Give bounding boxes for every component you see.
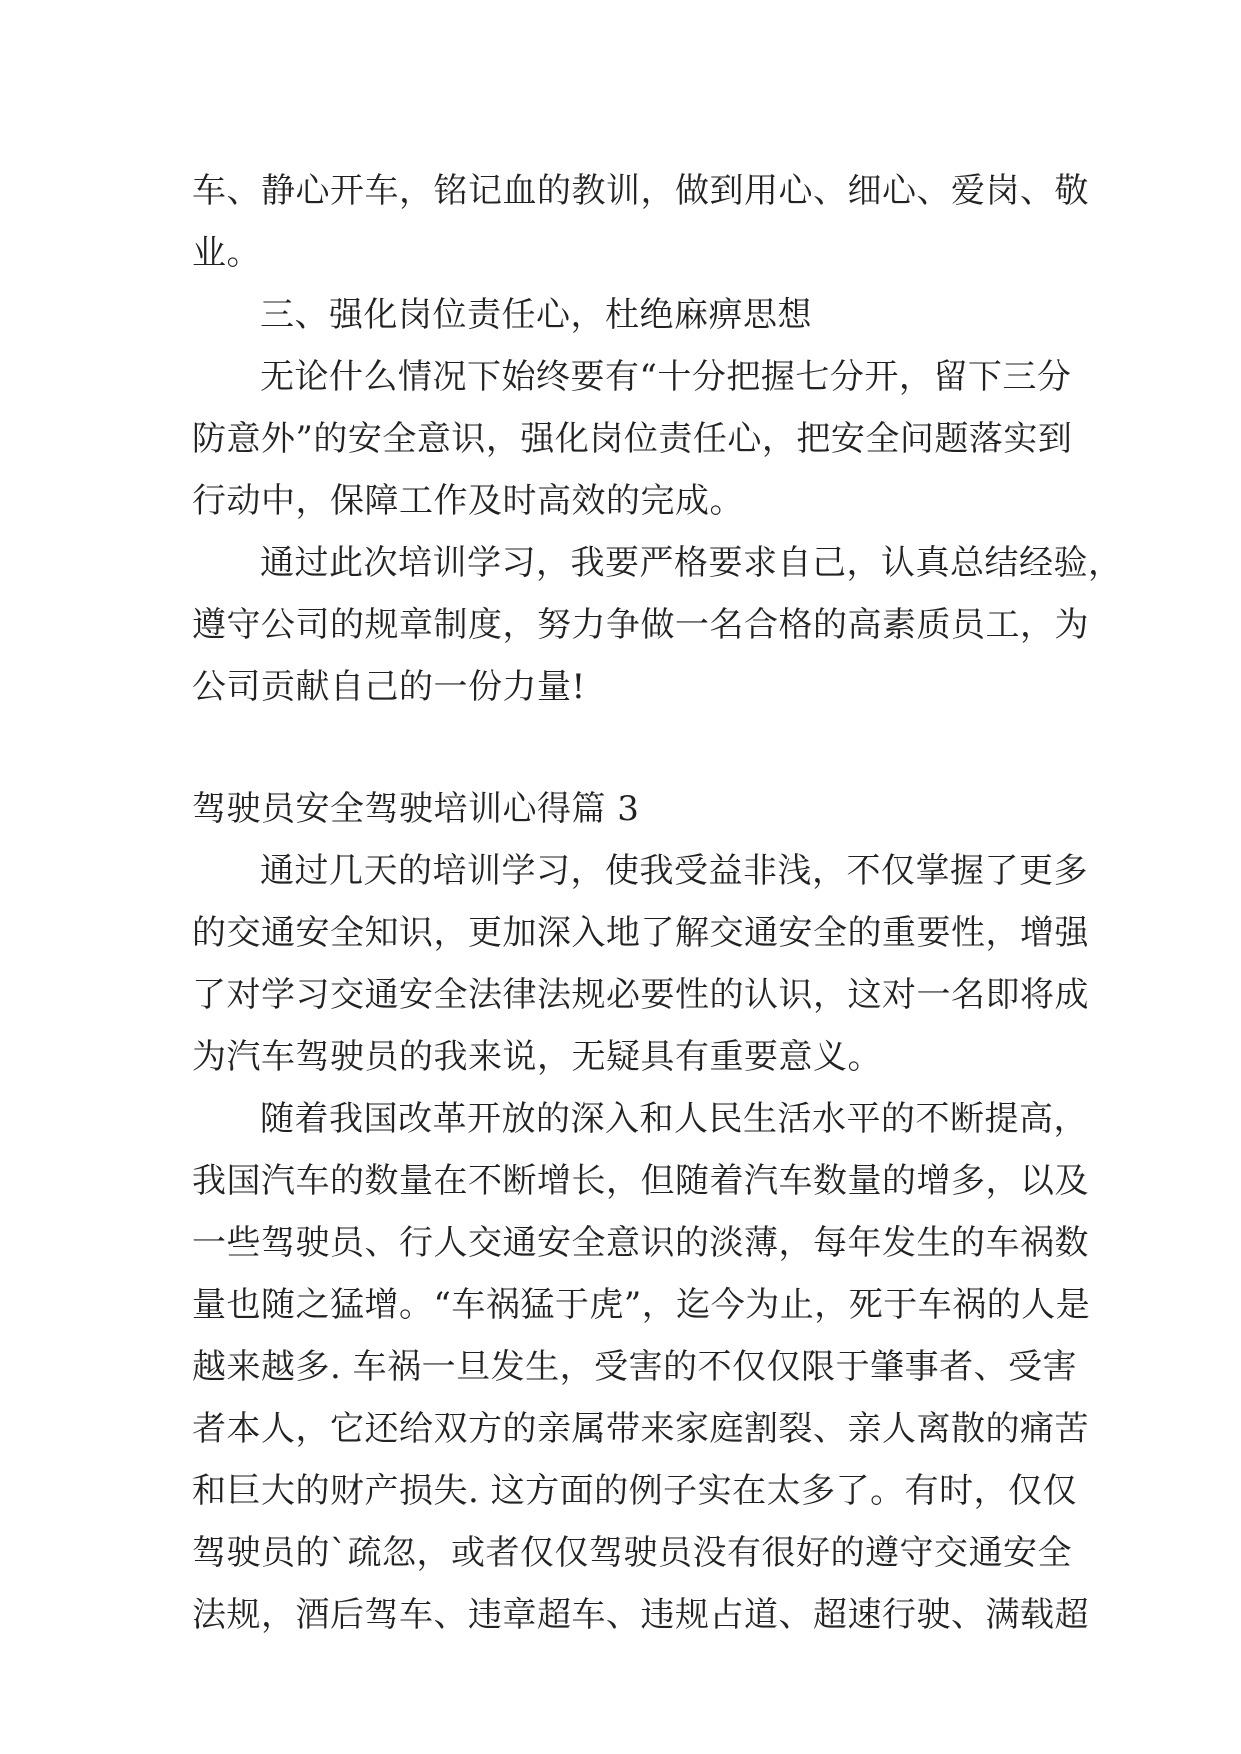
text-line: 量也随之猛增。“车祸猛于虎”，迄今为止，死于车祸的人是 bbox=[192, 1285, 1091, 1325]
document-body bbox=[192, 160, 1123, 1646]
text-line: 遵守公司的规章制度，努力争做一名合格的高素质员工，为 bbox=[192, 605, 1089, 645]
text-line: 通过此次培训学习，我要严格要求自己，认真总结经验， bbox=[260, 543, 1123, 583]
text-line: 和巨大的财产损失. 这方面的例子实在太多了。有时，仅仅 bbox=[192, 1471, 1078, 1511]
text-line: 无论什么情况下始终要有“十分把握七分开，留下三分 bbox=[260, 357, 1072, 397]
text-line: 我国汽车的数量在不断增长，但随着汽车数量的增多，以及 bbox=[192, 1161, 1089, 1201]
text-line: 一些驾驶员、行人交通安全意识的淡薄，每年发生的车祸数 bbox=[192, 1223, 1089, 1263]
text-line: 者本人，它还给双方的亲属带来家庭割裂、亲人离散的痛苦 bbox=[192, 1409, 1089, 1449]
text-line: 通过几天的培训学习，使我受益非浅，不仅掌握了更多 bbox=[260, 851, 1088, 891]
text-line: 驾驶员的`疏忽，或者仅仅驾驶员没有很好的遵守交通安全 bbox=[192, 1533, 1072, 1573]
text-line: 越来越多. 车祸一旦发生，受害的不仅仅限于肇事者、受害 bbox=[192, 1347, 1078, 1387]
text-line: 车、静心开车，铭记血的教训，做到用心、细心、爱岗、敬 bbox=[192, 171, 1089, 211]
text-line: 行动中，保障工作及时高效的完成。 bbox=[192, 481, 744, 521]
paragraph-gap bbox=[192, 718, 1048, 778]
text-line: 公司贡献自己的一份力量! bbox=[192, 667, 586, 707]
text-line: 了对学习交通安全法律法规必要性的认识，这对一名即将成 bbox=[192, 975, 1089, 1015]
text-line: 为汽车驾驶员的我来说，无疑具有重要意义。 bbox=[192, 1037, 882, 1077]
text-line: 防意外”的安全意识，强化岗位责任心，把安全问题落实到 bbox=[192, 419, 1073, 459]
text-line: 的交通安全知识，更加深入地了解交通安全的重要性，增强 bbox=[192, 913, 1089, 953]
section-heading: 三、强化岗位责任心，杜绝麻痹思想 bbox=[260, 295, 812, 335]
text-line: 随着我国改革开放的深入和人民生活水平的不断提高， bbox=[260, 1099, 1088, 1139]
article-title: 驾驶员安全驾驶培训心得篇 3 bbox=[192, 789, 640, 829]
text-line: 法规，酒后驾车、违章超车、违规占道、超速行驶、满载超 bbox=[192, 1595, 1089, 1635]
text-line: 业。 bbox=[192, 233, 261, 273]
